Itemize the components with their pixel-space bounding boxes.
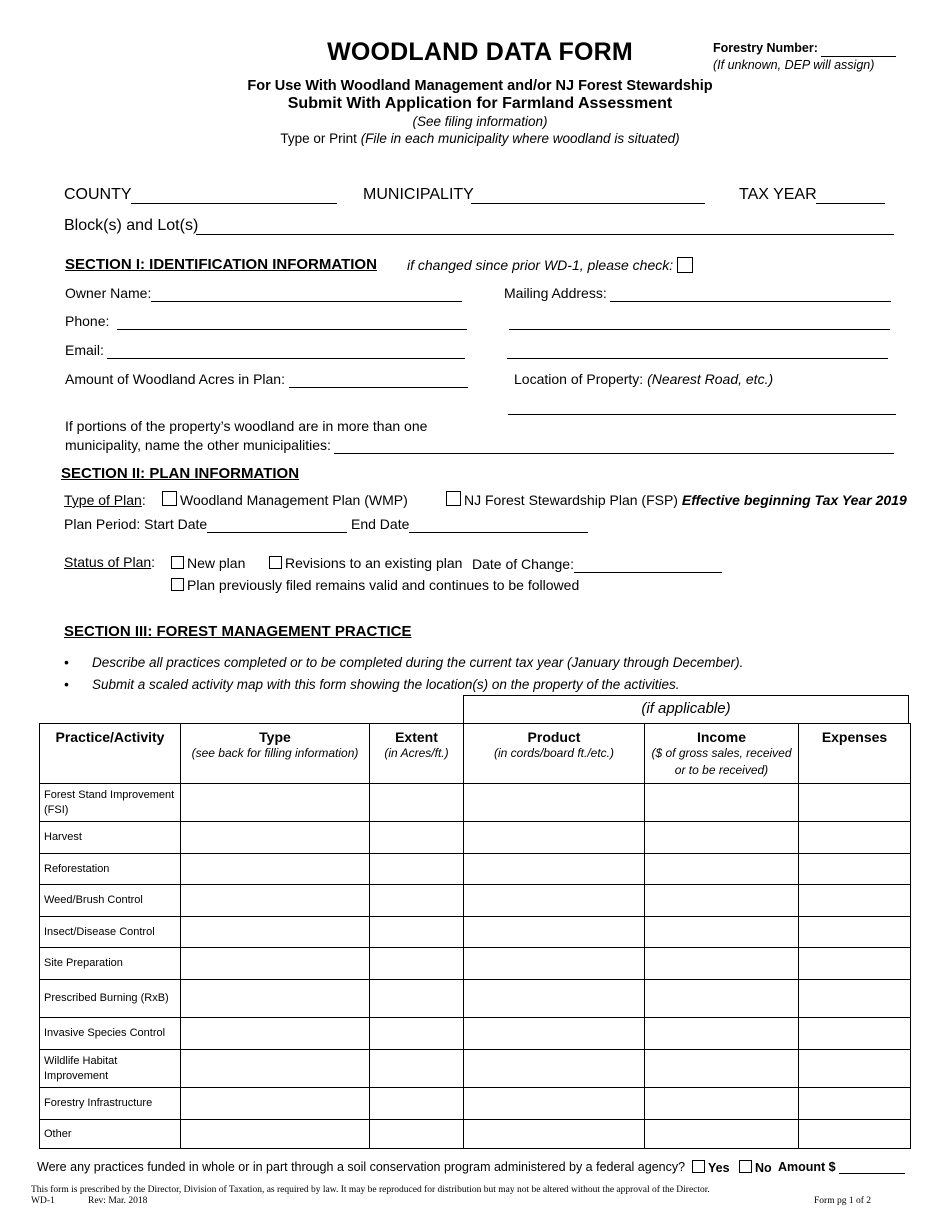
row-label: Harvest bbox=[40, 822, 181, 854]
bullet-item-2: • Submit a scaled activity map with this form showing the location(s) on the property of the activities. bbox=[64, 677, 680, 692]
table-row bbox=[40, 1018, 911, 1050]
tax-year-field[interactable] bbox=[816, 188, 885, 204]
cell-expenses[interactable] bbox=[799, 917, 911, 948]
changed-checkbox[interactable] bbox=[677, 257, 693, 273]
subtitle-stewardship: For Use With Woodland Management and/or NJ Forest Stewardship bbox=[247, 78, 713, 94]
date-of-change-field[interactable] bbox=[574, 557, 722, 573]
owner-name-field[interactable] bbox=[151, 286, 462, 302]
cell-expenses[interactable] bbox=[799, 980, 911, 1018]
portions-line-1: If portions of the property’s woodland are in more than one bbox=[65, 418, 428, 434]
table-row bbox=[40, 917, 911, 948]
cell-product[interactable] bbox=[464, 1120, 645, 1149]
cell-income[interactable] bbox=[645, 1088, 799, 1120]
row-label: Reforestation bbox=[40, 854, 181, 885]
phone-field[interactable] bbox=[117, 314, 467, 330]
municipality-field[interactable] bbox=[471, 188, 705, 204]
table-row bbox=[40, 1050, 911, 1088]
phone-label: Phone: bbox=[65, 313, 110, 329]
cell-product[interactable] bbox=[464, 917, 645, 948]
cell-type[interactable] bbox=[181, 1088, 370, 1120]
table-row bbox=[40, 822, 911, 854]
header-type: Type (see back for filling information) bbox=[181, 724, 370, 784]
table-row bbox=[40, 948, 911, 980]
plan-end-field[interactable] bbox=[409, 517, 588, 533]
header-expenses: Expenses bbox=[799, 724, 911, 784]
cell-type[interactable] bbox=[181, 980, 370, 1018]
cell-expenses[interactable] bbox=[799, 784, 911, 822]
portions-line-2: municipality, name the other municipalities: bbox=[65, 437, 331, 453]
cell-expenses[interactable] bbox=[799, 885, 911, 917]
previously-filed-checkbox[interactable] bbox=[171, 578, 184, 591]
previously-filed-option[interactable]: Plan previously filed remains valid and continues to be followed bbox=[171, 577, 579, 593]
cell-type[interactable] bbox=[181, 917, 370, 948]
cell-product[interactable] bbox=[464, 784, 645, 822]
location-field[interactable] bbox=[508, 399, 896, 415]
county-label: COUNTY bbox=[64, 186, 132, 203]
cell-income[interactable] bbox=[645, 917, 799, 948]
cell-income[interactable] bbox=[645, 1120, 799, 1149]
forestry-number-field[interactable] bbox=[821, 41, 896, 57]
cell-product[interactable] bbox=[464, 1050, 645, 1088]
row-label: Invasive Species Control bbox=[40, 1018, 181, 1050]
funding-yes-option[interactable]: Yes bbox=[692, 1160, 730, 1175]
footer-prescribed-note: This form is prescribed by the Director, Division of Taxation, as required by law. It may be reproduced for distribution but may not be altered without the approval of the Director. bbox=[31, 1185, 710, 1195]
cell-type[interactable] bbox=[181, 885, 370, 917]
section-2-heading: SECTION II: PLAN INFORMATION bbox=[61, 465, 300, 482]
funding-question: Were any practices funded in whole or in part through a soil conservation program administered by a federal agency? bbox=[37, 1160, 686, 1174]
plan-end-label: End Date bbox=[351, 516, 410, 532]
cell-extent[interactable] bbox=[370, 980, 464, 1018]
cell-type[interactable] bbox=[181, 1120, 370, 1149]
block-lots-label: Block(s) and Lot(s) bbox=[64, 217, 199, 234]
plan-start-field[interactable] bbox=[207, 517, 347, 533]
tax-year-label: TAX YEAR bbox=[739, 186, 817, 203]
cell-income[interactable] bbox=[645, 980, 799, 1018]
table-row bbox=[40, 784, 911, 822]
cell-extent[interactable] bbox=[370, 917, 464, 948]
cell-expenses[interactable] bbox=[799, 1018, 911, 1050]
subtitle-submit: Submit With Application for Farmland Assessment bbox=[287, 95, 673, 112]
header-extent: Extent (in Acres/ft.) bbox=[370, 724, 464, 784]
date-of-change-label: Date of Change: bbox=[472, 556, 574, 572]
row-label: Forest Stand Improvement (FSI) bbox=[40, 784, 181, 822]
cell-product[interactable] bbox=[464, 1018, 645, 1050]
row-label: Other bbox=[40, 1120, 181, 1149]
county-field[interactable] bbox=[131, 188, 337, 204]
mailing-address-field-1[interactable] bbox=[610, 286, 891, 302]
funding-yes-checkbox[interactable] bbox=[692, 1160, 705, 1173]
location-label: Location of Property: (Nearest Road, etc.) bbox=[514, 371, 774, 387]
cell-type[interactable] bbox=[181, 822, 370, 854]
cell-expenses[interactable] bbox=[799, 948, 911, 980]
mailing-address-field-3[interactable] bbox=[507, 343, 888, 359]
table-row bbox=[40, 854, 911, 885]
wmp-checkbox[interactable] bbox=[162, 491, 177, 506]
cell-income[interactable] bbox=[645, 1018, 799, 1050]
footer-page-number: Form pg 1 of 2 bbox=[814, 1196, 871, 1206]
practice-table bbox=[39, 723, 911, 1149]
cell-extent[interactable] bbox=[370, 1018, 464, 1050]
funding-no-option[interactable]: No bbox=[739, 1160, 772, 1175]
cell-extent[interactable] bbox=[370, 885, 464, 917]
section-1-heading: SECTION I: IDENTIFICATION INFORMATION bbox=[65, 256, 377, 273]
fsp-option[interactable]: NJ Forest Stewardship Plan (FSP) Effective beginning Tax Year 2019 bbox=[446, 491, 907, 508]
cell-type[interactable] bbox=[181, 854, 370, 885]
cell-product[interactable] bbox=[464, 854, 645, 885]
acres-label: Amount of Woodland Acres in Plan: bbox=[65, 371, 285, 387]
other-municipalities-field[interactable] bbox=[334, 438, 894, 454]
cell-product[interactable] bbox=[464, 885, 645, 917]
cell-income[interactable] bbox=[645, 1050, 799, 1088]
cell-type[interactable] bbox=[181, 784, 370, 822]
cell-income[interactable] bbox=[645, 822, 799, 854]
forestry-number-label: Forestry Number: bbox=[713, 41, 818, 55]
table-row bbox=[40, 1088, 911, 1120]
email-field[interactable] bbox=[107, 343, 465, 359]
revisions-checkbox[interactable] bbox=[269, 556, 282, 569]
section-3-heading: SECTION III: FOREST MANAGEMENT PRACTICE bbox=[64, 623, 412, 640]
cell-income[interactable] bbox=[645, 885, 799, 917]
cell-extent[interactable] bbox=[370, 784, 464, 822]
funding-amount-label: Amount $ bbox=[778, 1160, 836, 1174]
cell-type[interactable] bbox=[181, 1050, 370, 1088]
cell-extent[interactable] bbox=[370, 854, 464, 885]
cell-product[interactable] bbox=[464, 822, 645, 854]
table-row bbox=[40, 980, 911, 1018]
cell-product[interactable] bbox=[464, 980, 645, 1018]
footer-revision: Rev: Mar. 2018 bbox=[88, 1196, 148, 1206]
new-plan-checkbox[interactable] bbox=[171, 556, 184, 569]
row-label: Site Preparation bbox=[40, 948, 181, 980]
cell-extent[interactable] bbox=[370, 948, 464, 980]
cell-income[interactable] bbox=[645, 784, 799, 822]
table-header-row bbox=[40, 724, 911, 784]
cell-product[interactable] bbox=[464, 948, 645, 980]
funding-amount-field[interactable] bbox=[839, 1159, 905, 1174]
wmp-option[interactable]: Woodland Management Plan (WMP) bbox=[162, 491, 408, 508]
cell-extent[interactable] bbox=[370, 1088, 464, 1120]
plan-start-label: Plan Period: Start Date bbox=[64, 516, 208, 532]
cell-extent[interactable] bbox=[370, 1120, 464, 1149]
email-label: Email: bbox=[65, 342, 104, 358]
table-row bbox=[40, 1120, 911, 1149]
funding-no-checkbox[interactable] bbox=[739, 1160, 752, 1173]
header-product: Product (in cords/board ft./etc.) bbox=[464, 724, 645, 784]
cell-income[interactable] bbox=[645, 948, 799, 980]
row-label: Forestry Infrastructure bbox=[40, 1088, 181, 1120]
row-label: Weed/Brush Control bbox=[40, 885, 181, 917]
cell-income[interactable] bbox=[645, 854, 799, 885]
status-of-plan-label: Status of Plan: bbox=[64, 554, 156, 570]
bullet-item-1: • Describe all practices completed or to be completed during the current tax year (January through December). bbox=[64, 655, 744, 670]
municipality-label: MUNICIPALITY bbox=[363, 186, 474, 203]
cell-extent[interactable] bbox=[370, 1050, 464, 1088]
row-label: Prescribed Burning (RxB) bbox=[40, 980, 181, 1018]
row-label: Insect/Disease Control bbox=[40, 917, 181, 948]
footer-form-id: WD-1 bbox=[31, 1196, 55, 1206]
row-label: Wildlife Habitat Improvement bbox=[40, 1050, 181, 1088]
header-practice: Practice/Activity bbox=[40, 724, 181, 784]
cell-type[interactable] bbox=[181, 1018, 370, 1050]
if-applicable-header: (if applicable) bbox=[463, 695, 909, 723]
type-of-plan-label: Type of Plan: bbox=[64, 492, 146, 508]
mailing-address-field-2[interactable] bbox=[509, 314, 890, 330]
revisions-option[interactable]: Revisions to an existing plan bbox=[269, 555, 462, 571]
fsp-checkbox[interactable] bbox=[446, 491, 461, 506]
forestry-number-note: (If unknown, DEP will assign) bbox=[713, 58, 875, 72]
section-1-changed-note: if changed since prior WD-1, please check: bbox=[407, 257, 696, 273]
form-title: WOODLAND DATA FORM bbox=[327, 38, 633, 66]
acres-field[interactable] bbox=[289, 372, 468, 388]
cell-expenses[interactable] bbox=[799, 854, 911, 885]
cell-product[interactable] bbox=[464, 1088, 645, 1120]
block-lots-field[interactable] bbox=[196, 219, 894, 235]
owner-name-label: Owner Name: bbox=[65, 285, 152, 301]
cell-expenses[interactable] bbox=[799, 1050, 911, 1088]
table-row bbox=[40, 885, 911, 917]
cell-type[interactable] bbox=[181, 948, 370, 980]
header-income: Income ($ of gross sales, received or to be received) bbox=[645, 724, 799, 784]
cell-expenses[interactable] bbox=[799, 822, 911, 854]
subtitle-type-print: Type or Print (File in each municipality where woodland is situated) bbox=[280, 131, 680, 146]
subtitle-filing-info: (See filing information) bbox=[412, 114, 548, 129]
new-plan-option[interactable]: New plan bbox=[171, 555, 245, 571]
cell-extent[interactable] bbox=[370, 822, 464, 854]
cell-expenses[interactable] bbox=[799, 1120, 911, 1149]
cell-expenses[interactable] bbox=[799, 1088, 911, 1120]
mailing-address-label: Mailing Address: bbox=[504, 285, 607, 301]
